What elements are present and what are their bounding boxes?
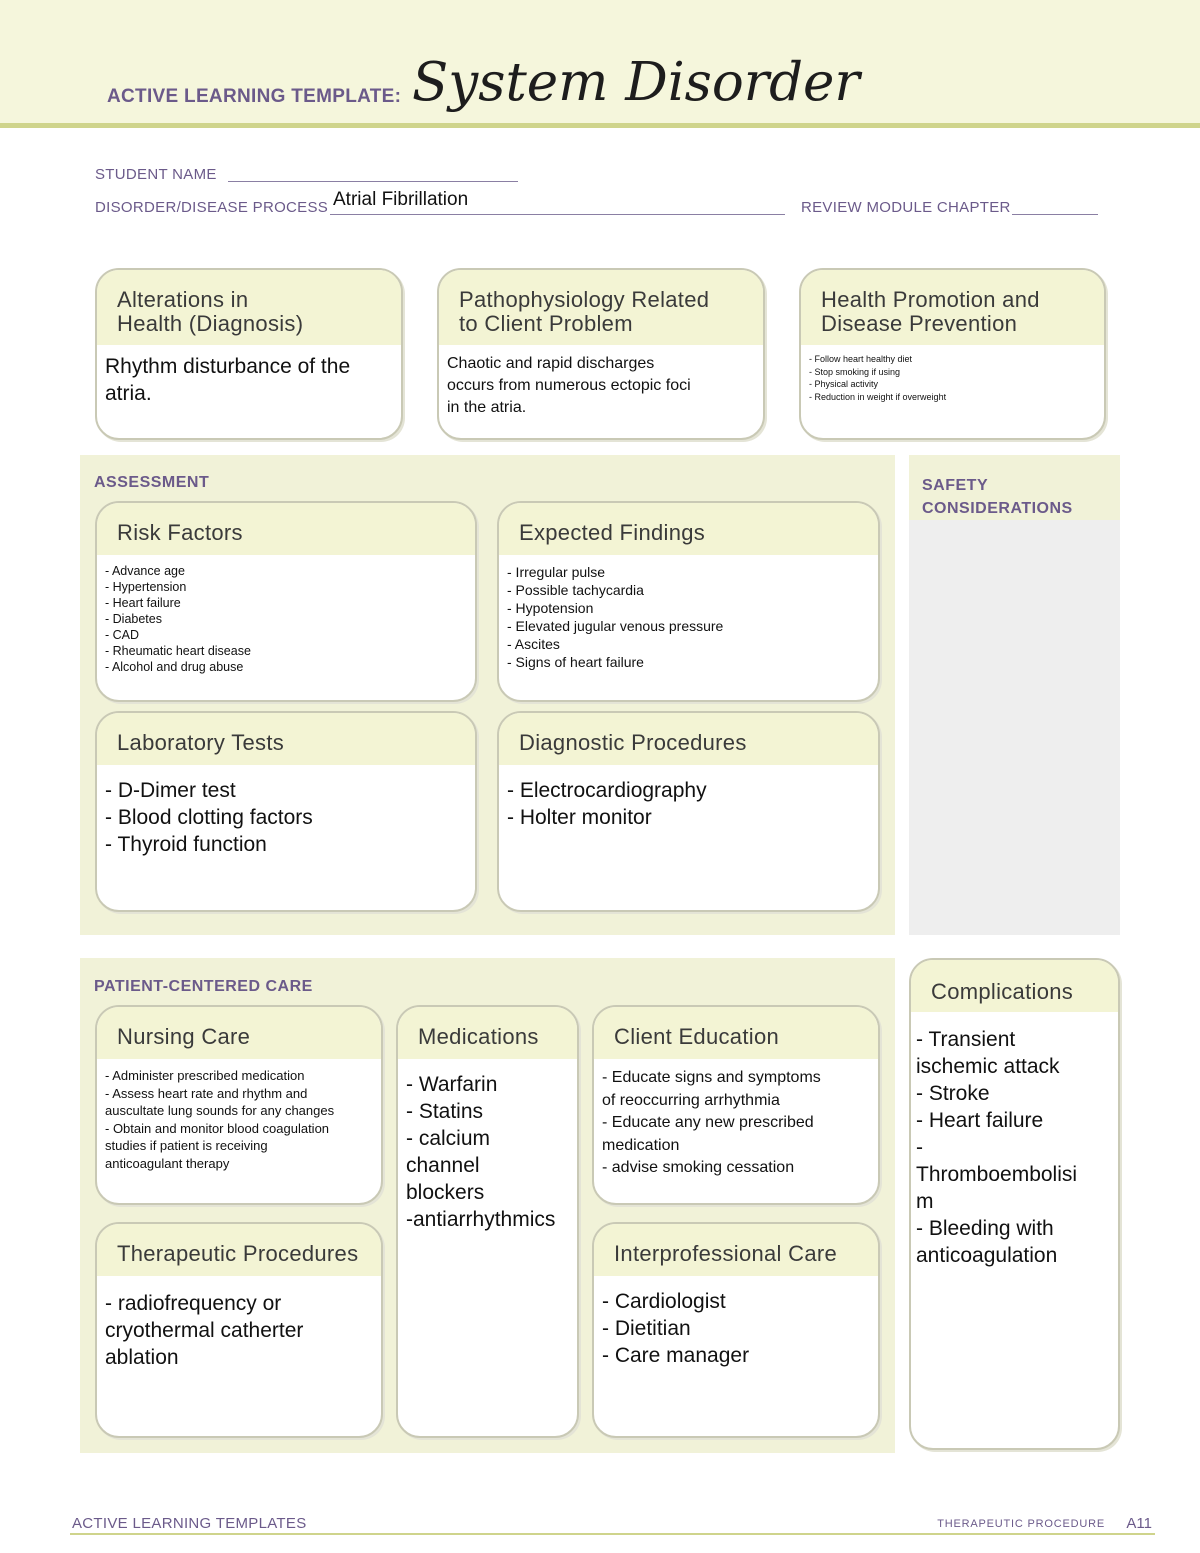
card-body: - Advance age - Hypertension - Heart failure - Diabetes - CAD - Rheumatic heart disease - Alcohol and drug abuse [105, 564, 251, 674]
review-module-label: REVIEW MODULE CHAPTER [801, 199, 1011, 216]
risk-factors-card [95, 501, 477, 702]
page-number: A11 [1126, 1515, 1152, 1532]
laboratory-tests-card [95, 711, 477, 912]
disorder-value: Atrial Fibrillation [333, 189, 469, 210]
complications-card [909, 958, 1120, 1450]
template-label: ACTIVE LEARNING TEMPLATE: [107, 86, 402, 107]
footer-right: THERAPEUTIC PROCEDURE [937, 1518, 1105, 1530]
card-body: - Warfarin - Statins - calcium channel blockers -antiarrhythmics [406, 1073, 556, 1231]
disorder-label: DISORDER/DISEASE PROCESS [95, 199, 329, 216]
card-title: Diagnostic Procedures [499, 713, 878, 765]
card-title: Laboratory Tests [97, 713, 475, 765]
card-body: Chaotic and rapid discharges occurs from numerous ectopic foci in the atria. [447, 355, 691, 416]
card-title: Interprofessional Care [594, 1224, 878, 1276]
medications-card [396, 1005, 579, 1438]
health-promotion-card [799, 268, 1106, 440]
header-rule [0, 123, 1200, 128]
card-body: - D-Dimer test - Blood clotting factors - Thyroid function [105, 779, 313, 856]
card-body: - Electrocardiography - Holter monitor [507, 779, 707, 829]
footer-left: ACTIVE LEARNING TEMPLATES [72, 1515, 307, 1532]
card-body: - Follow heart healthy diet - Stop smoking if using - Physical activity - Reduction in weight if overweight [809, 354, 947, 402]
card-title: Expected Findings [499, 503, 878, 555]
review-module-field[interactable] [1012, 201, 1098, 215]
card-body: - radiofrequency or cryothermal catherter ablation [105, 1292, 304, 1369]
diagnostic-procedures-card [497, 711, 880, 912]
card-title: Client Education [594, 1007, 878, 1059]
card-title: Complications [911, 960, 1118, 1012]
card-title: Alterations in Health (Diagnosis) [97, 270, 401, 345]
card-title: Health Promotion and Disease Prevention [801, 270, 1104, 345]
expected-findings-card [497, 501, 880, 702]
student-name-label: STUDENT NAME [95, 166, 217, 183]
card-body: - Educate signs and symptoms of reoccurring arrhythmia - Educate any new prescribed medication - advise smoking cessation [602, 1069, 821, 1176]
client-education-card [592, 1005, 880, 1205]
safety-content-area[interactable] [909, 520, 1120, 935]
interprofessional-care-card [592, 1222, 880, 1438]
card-title: Therapeutic Procedures [97, 1224, 381, 1276]
card-body: - Cardiologist - Dietitian - Care manager [602, 1290, 750, 1367]
safety-heading: SAFETY CONSIDERATIONS [922, 477, 1073, 517]
template-title: System Disorder [412, 52, 860, 113]
card-body: - Transient ischemic attack - Stroke - Heart failure - Thromboembolisi m - Bleeding with anticoagulation [916, 1028, 1078, 1267]
card-title: Pathophysiology Related to Client Problem [439, 270, 763, 345]
nursing-care-card [95, 1005, 383, 1205]
card-title: Medications [398, 1007, 577, 1059]
card-body: - Administer prescribed medication - Assess heart rate and rhythm and auscultate lung sounds for any changes - Obtain and monitor blood coagulation studies if patient is receiving anticoagulant therapy [105, 1068, 335, 1171]
footer-rule [70, 1533, 1155, 1535]
card-title: Risk Factors [97, 503, 475, 555]
pathophysiology-card [437, 268, 765, 440]
card-title: Nursing Care [97, 1007, 381, 1059]
student-name-field[interactable] [228, 168, 518, 182]
card-body: - Irregular pulse - Possible tachycardia - Hypotension - Elevated jugular venous pressure - Ascites - Signs of heart failure [507, 564, 724, 670]
alterations-card [95, 268, 403, 440]
card-body: Rhythm disturbance of the atria. [105, 355, 351, 405]
patient-care-heading: PATIENT-CENTERED CARE [94, 978, 313, 995]
therapeutic-procedures-card [95, 1222, 383, 1438]
assessment-heading: ASSESSMENT [94, 474, 210, 491]
